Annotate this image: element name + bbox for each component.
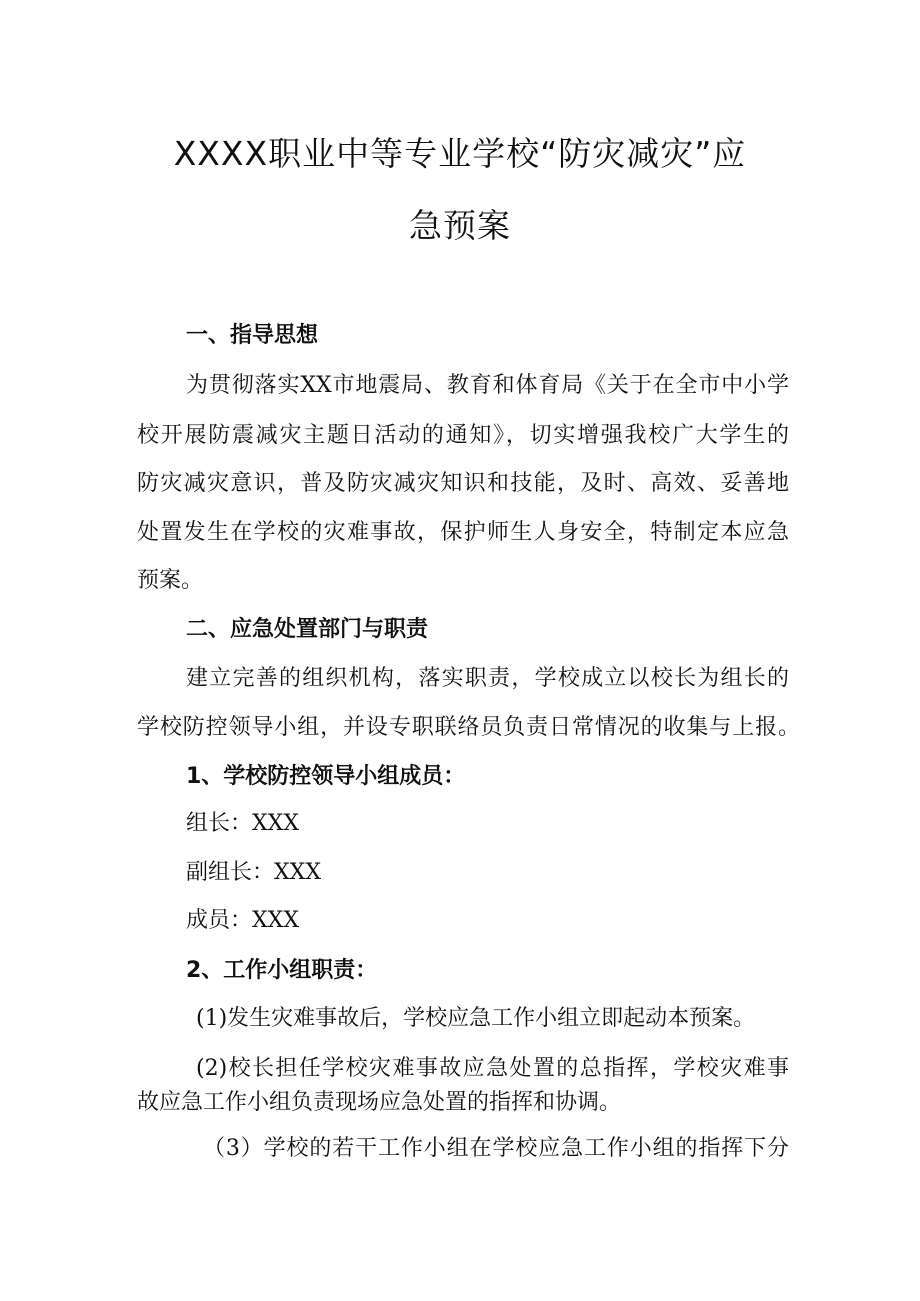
member-line-deputy: 副组长：XXX <box>186 860 321 885</box>
paragraph-line: 为贯彻落实XX市地震局、教育和体育局《关于在全市中小学 <box>186 373 789 398</box>
member-line-members: 成员：XXX <box>186 908 299 933</box>
section-heading-guiding-ideology: 一、指导思想 <box>186 323 319 348</box>
paragraph-line: 建立完善的组织机构，落实职责，学校成立以校长为组长的 <box>186 666 789 691</box>
paragraph-line: 预案。 <box>137 568 204 593</box>
duty-item: (1)发生灾难事故后，学校应急工作小组立即起动本预案。 <box>196 1006 756 1031</box>
duty-item: (2)校长担任学校灾难事故应急处置的总指挥，学校灾难事 <box>196 1056 789 1081</box>
duty-item-continuation: 故应急工作小组负责现场应急处置的指挥和协调。 <box>137 1090 622 1115</box>
member-line-leader: 组长：XXX <box>186 811 299 836</box>
paragraph-line: 防灾减灾意识，普及防灾减灾知识和技能，及时、高效、妥善地 <box>137 471 789 496</box>
paragraph-line: 学校防控领导小组，并设专职联络员负责日常情况的收集与上报。 <box>137 715 800 740</box>
paragraph-line: 校开展防震减灾主题日活动的通知》，切实增强我校广大学生的 <box>137 423 789 448</box>
subsection-heading-members: 1、学校防控领导小组成员： <box>186 764 466 789</box>
paragraph-line: 处置发生在学校的灾难事故，保护师生人身安全，特制定本应急 <box>137 520 789 545</box>
subsection-heading-duties: 2、工作小组职责： <box>186 958 378 983</box>
section-heading-emergency-departments: 二、应急处置部门与职责 <box>186 617 429 642</box>
document-title-line-1: XXXX职业中等专业学校“防灾减灾”应 <box>173 134 747 173</box>
document-title-line-2: 急预案 <box>409 206 511 245</box>
duty-item: （3）学校的若干工作小组在学校应急工作小组的指挥下分 <box>203 1136 789 1161</box>
